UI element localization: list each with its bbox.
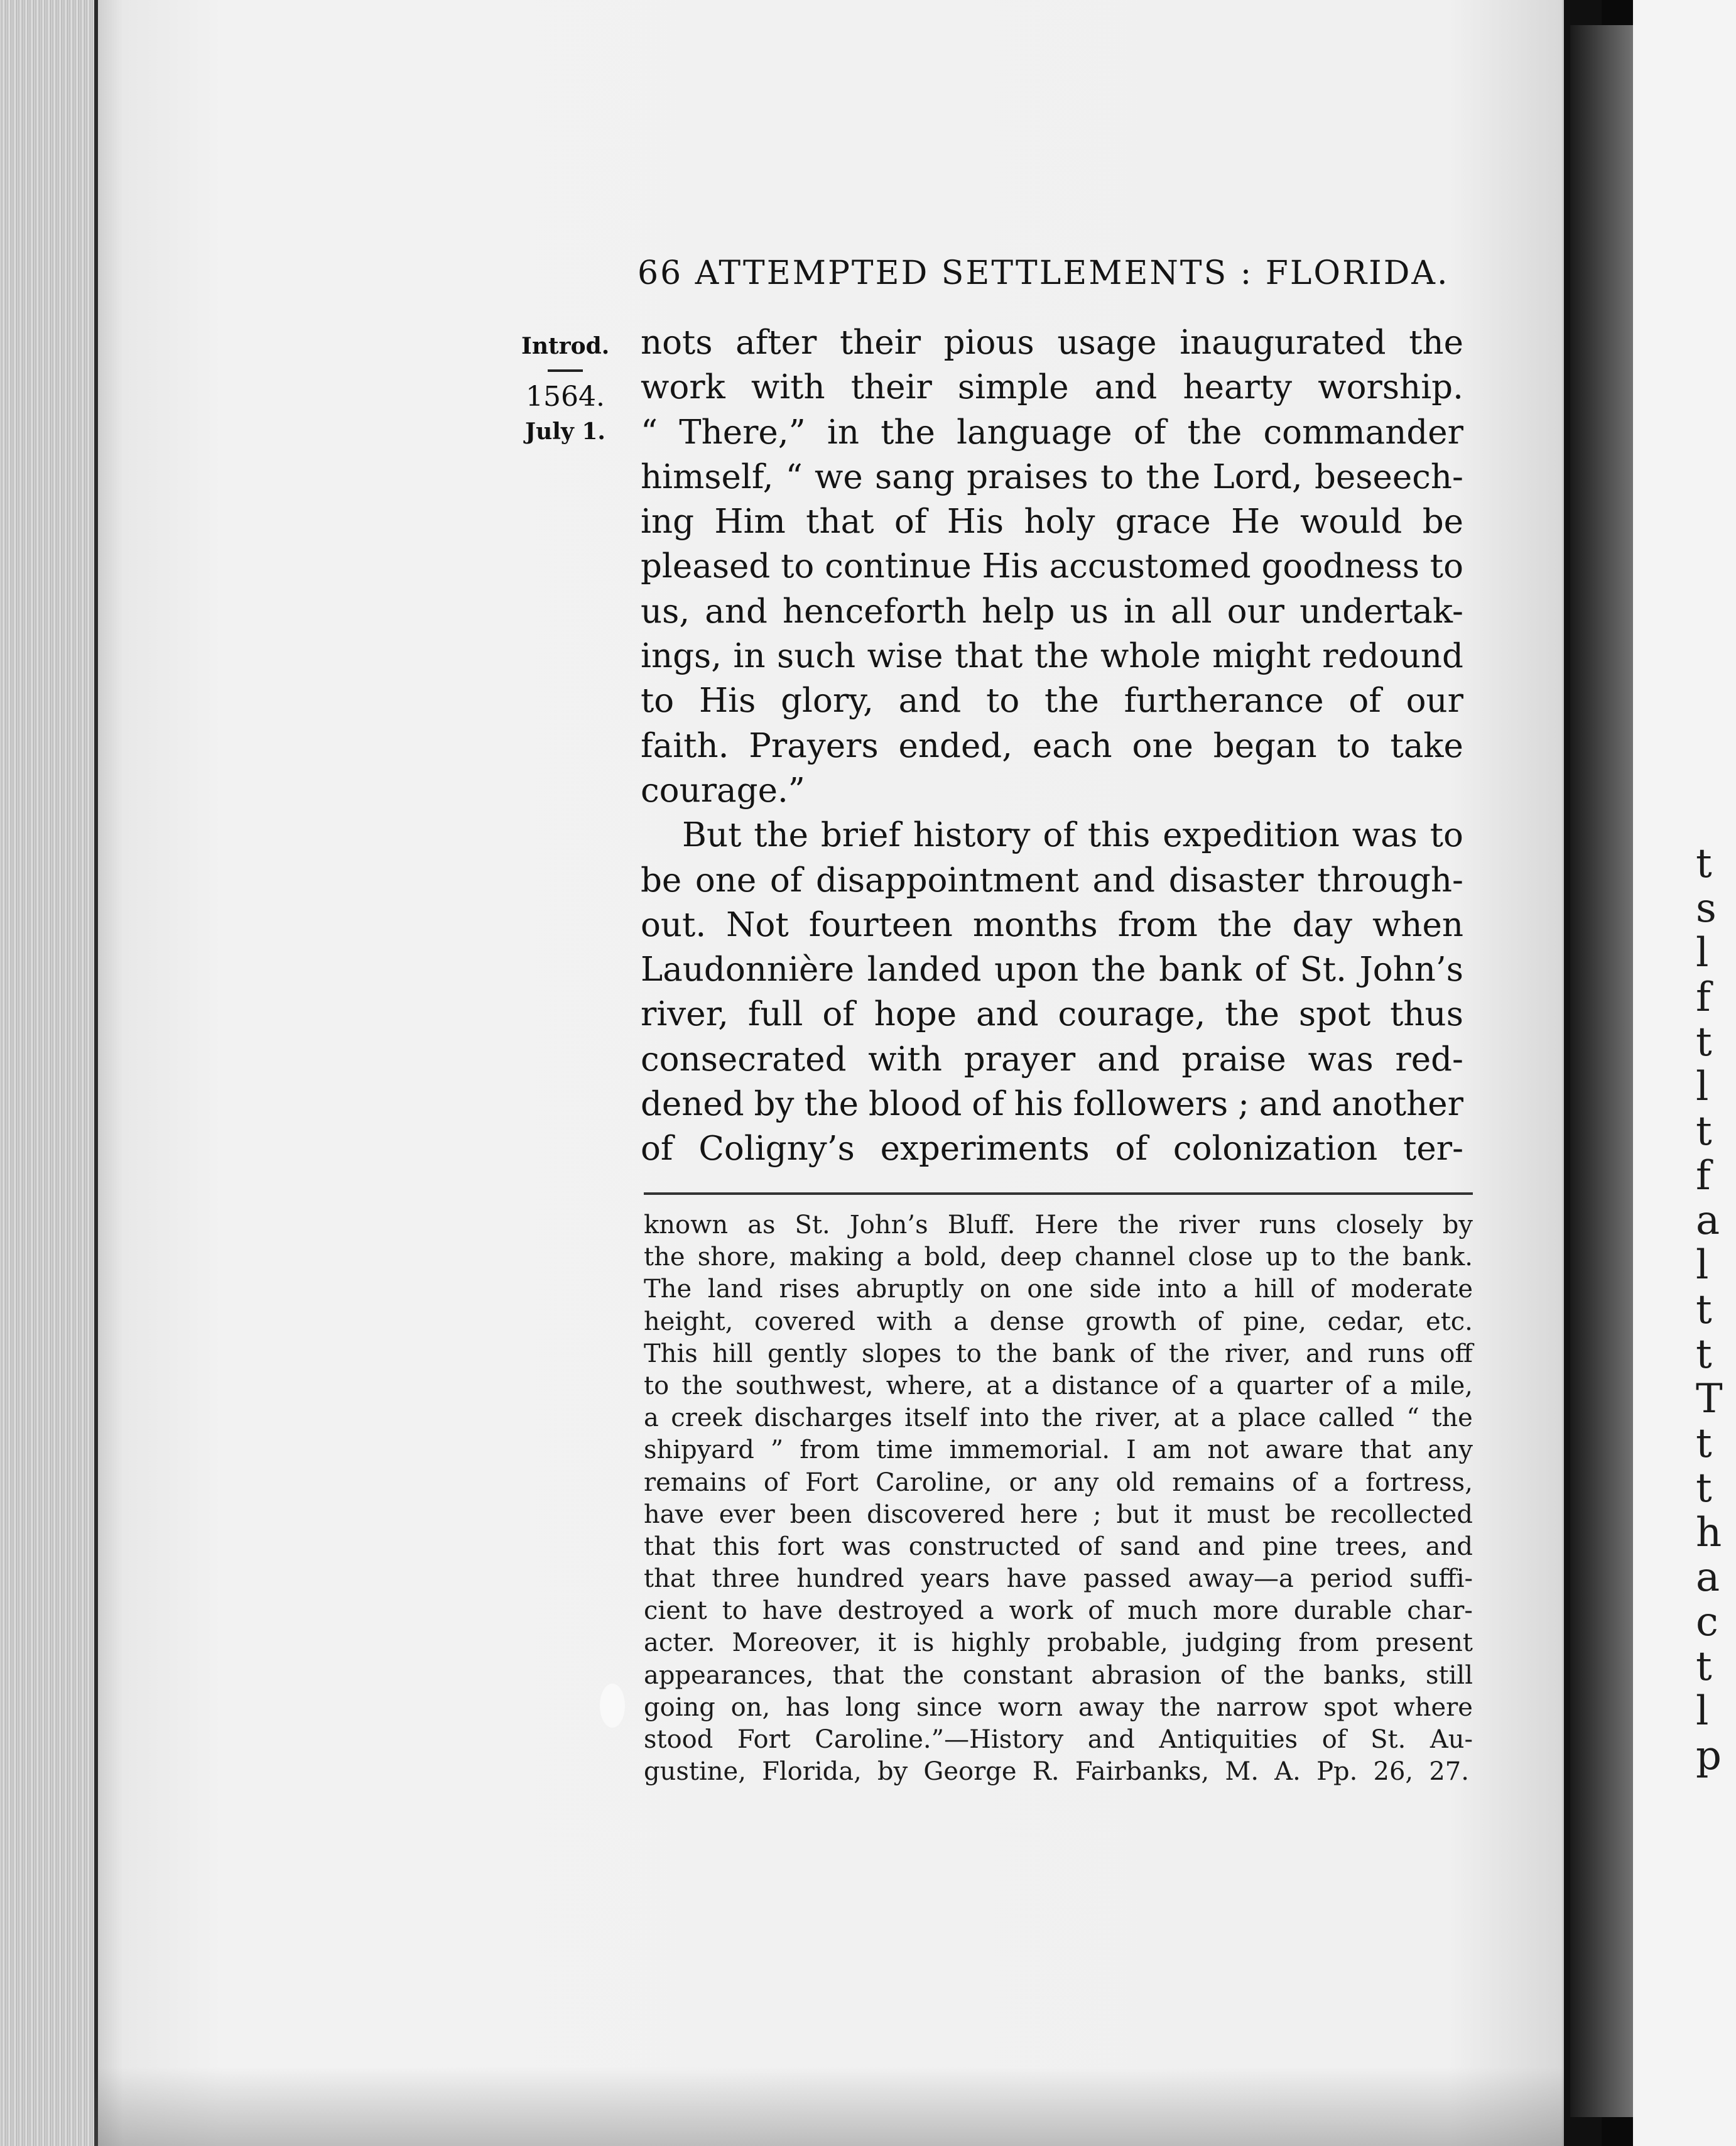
body-line: faith. Prayers ended, each one began to take — [641, 726, 1463, 765]
page-shadow — [94, 2067, 1564, 2146]
margin-rule — [548, 369, 583, 372]
running-header: 66 ATTEMPTED SETTLEMENTS : FLORIDA. — [637, 254, 1450, 292]
body-line: courage.” — [641, 771, 805, 810]
footnote-line: known as St. John’s Bluff. Here the river runs closely by — [644, 1211, 1473, 1239]
body-line: dened by the blood of his followers ; and another — [641, 1085, 1463, 1124]
margin-date: July 1. — [525, 418, 605, 445]
right-page-letters — [1696, 842, 1723, 1778]
next-page-letter: t — [1696, 1331, 1712, 1378]
footnote-rule — [644, 1192, 1473, 1195]
next-page-letter: s — [1696, 885, 1717, 932]
body-line: ings, in such wise that the whole might redound — [641, 637, 1463, 676]
margin-section: Introd. — [521, 333, 610, 359]
margin-year: 1564. — [526, 381, 605, 413]
next-page-letter: t — [1696, 1465, 1712, 1511]
body-line: “ There,” in the language of the commander — [641, 413, 1463, 452]
next-page-letter: a — [1696, 1197, 1720, 1244]
next-page-letter: l — [1696, 1064, 1709, 1110]
next-page-letter: f — [1696, 1153, 1711, 1199]
footnote-line: The land rises abruptly on one side into a hill of moderate — [644, 1275, 1473, 1304]
next-page-letter: t — [1696, 1643, 1712, 1690]
footnote-line: going on, has long since worn away the narrow spot where — [644, 1692, 1473, 1722]
footnote-line: that three hundred years have passed away—a period suffi- — [644, 1564, 1473, 1594]
footnote-line: remains of Fort Caroline, or any old remains of a fortress, — [644, 1468, 1473, 1497]
body-line: consecrated with prayer and praise was red- — [641, 1040, 1463, 1079]
body-line: nots after their pious usage inaugurated the — [641, 324, 1463, 362]
footnote-line: to the southwest, where, at a distance of a quarter of a mile, — [644, 1371, 1473, 1400]
body-line: us, and henceforth help us in all our undertak- — [641, 592, 1463, 631]
footnote-line: the shore, making a bold, deep channel close up to the bank. — [644, 1243, 1473, 1272]
footnote — [644, 1209, 1473, 1788]
body-line: river, full of hope and courage, the spot thus — [641, 995, 1463, 1034]
body-line: pleased to continue His accustomed goodness to — [641, 547, 1463, 586]
footnote-line: height, covered with a dense growth of pine, cedar, etc. — [644, 1307, 1473, 1336]
next-page-letter: T — [1696, 1376, 1723, 1422]
next-page-letter: t — [1696, 1287, 1712, 1333]
body-text — [641, 320, 1463, 1172]
footnote-line: stood Fort Caroline.”—History and Antiquities of St. Au- — [644, 1725, 1473, 1754]
next-page-letter: l — [1696, 1688, 1709, 1735]
footnote-line: appearances, that the constant abrasion of the banks, still — [644, 1660, 1473, 1690]
next-page-letter: l — [1696, 1242, 1709, 1288]
footnote-line: a creek discharges itself into the river, at a place called “ the — [644, 1403, 1473, 1433]
body-line: Laudonnière landed upon the bank of St. John’s — [641, 950, 1463, 989]
body-line: work with their simple and hearty worship. — [641, 368, 1463, 407]
body-line: to His glory, and to the furtherance of our — [641, 682, 1463, 721]
margin-notes — [521, 333, 609, 450]
next-page-letter: t — [1696, 1019, 1712, 1065]
footnote-line: This hill gently slopes to the bank of the river, and runs off — [644, 1339, 1473, 1368]
footnote-line: that this fort was constructed of sand and pine trees, and — [644, 1532, 1473, 1561]
body-line: of Coligny’s experiments of colonization ter- — [641, 1130, 1463, 1168]
next-page-letter: a — [1696, 1554, 1720, 1601]
next-page-letter: t — [1696, 841, 1712, 887]
footnote-line: acter. Moreover, it is highly probable, judging from present — [644, 1628, 1473, 1658]
body-line: be one of disappointment and disaster through- — [641, 861, 1463, 900]
body-line: But the brief history of this expedition was to — [682, 816, 1463, 855]
next-page-letter: t — [1696, 1108, 1712, 1155]
body-line: out. Not fourteen months from the day when — [641, 905, 1463, 944]
next-page-letter: t — [1696, 1420, 1712, 1467]
next-page-letter: f — [1696, 974, 1711, 1021]
next-page-letter: p — [1696, 1733, 1722, 1779]
next-page-letter: l — [1696, 930, 1709, 976]
footnote-line: cient to have destroyed a work of much more durable char- — [644, 1596, 1473, 1626]
scan-blemish — [600, 1684, 625, 1728]
next-page-letter: c — [1696, 1599, 1718, 1645]
body-line: ing Him that of His holy grace He would be — [641, 503, 1463, 542]
next-page-letter: h — [1696, 1510, 1722, 1556]
footnote-line: shipyard ” from time immemorial. I am not aware that any — [644, 1435, 1473, 1465]
body-line: himself, “ we sang praises to the Lord, beseech- — [641, 457, 1463, 496]
footnote-line: gustine, Florida, by George R. Fairbanks, M. A. Pp. 26, 27. — [644, 1757, 1469, 1787]
gutter-shade — [1570, 25, 1639, 2117]
footnote-line: have ever been discovered here ; but it must be recollected — [644, 1500, 1473, 1529]
